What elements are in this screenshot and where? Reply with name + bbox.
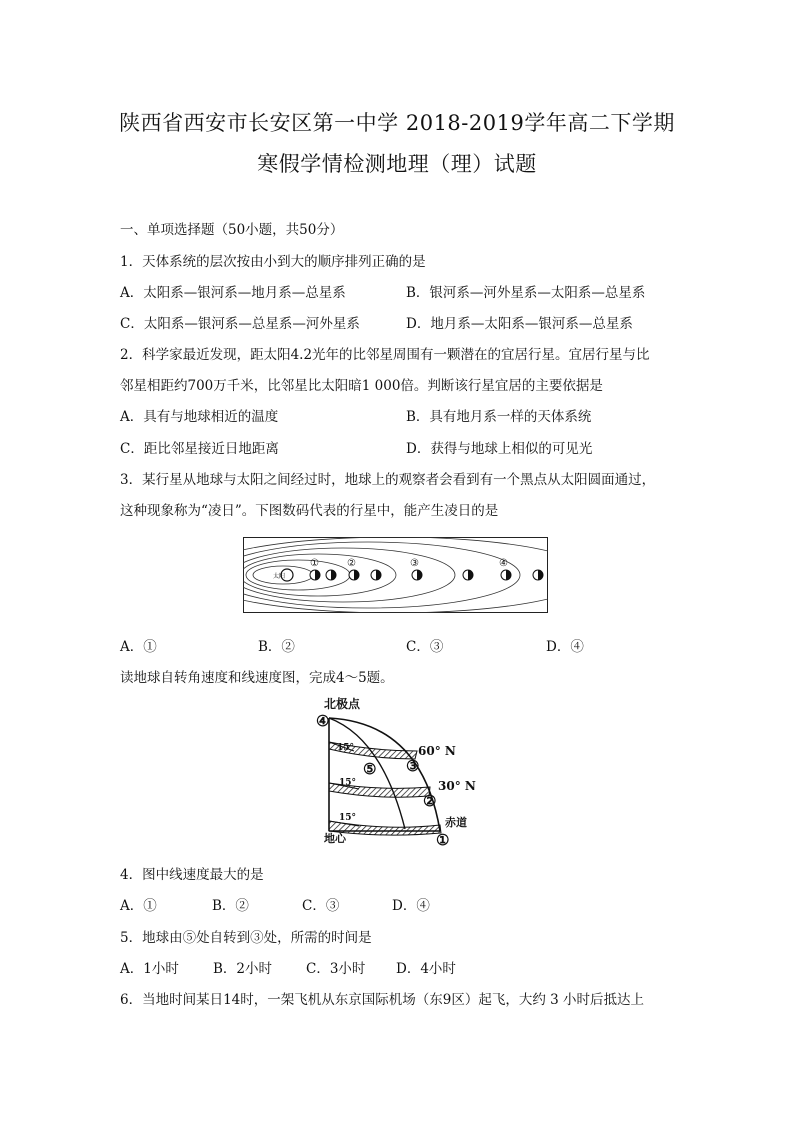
angle-label-0: 15° — [339, 813, 357, 823]
q3-option-a: A．① — [120, 639, 157, 655]
title-line-1: 陕西省西安市长安区第一中学 2018-2019学年高二下学期 — [119, 111, 675, 135]
q3-option-c: C．③ — [406, 639, 444, 655]
marker-5: ⑤ — [363, 760, 377, 778]
q4-option-c: C．③ — [302, 898, 340, 914]
orbit-marker-3: ③ — [410, 558, 419, 569]
orbit-marker-2: ② — [347, 558, 356, 569]
q3-option-b: B．② — [258, 639, 295, 655]
q2-stem-line-1: 2．科学家最近发现，距太阳4.2光年的比邻星周围有一颗潜在的宜居行星。宜居行星与比 — [120, 347, 650, 363]
q5-option-c: C．3小时 — [306, 961, 366, 977]
north-pole-label: 北极点 — [324, 697, 361, 711]
q2-option-b: B．具有地月系一样的天体系统 — [406, 409, 592, 425]
q2-stem-line-2: 邻星相距约700万千米，比邻星比太阳暗1 000倍。判断该行星宜居的主要依据是 — [120, 378, 603, 394]
q5-option-b: B．2小时 — [213, 961, 273, 977]
section-header: 一、单项选择题（50小题，共50分） — [120, 222, 344, 238]
sun-label: 太阳 — [273, 573, 286, 580]
q2-option-a: A．具有与地球相近的温度 — [120, 409, 279, 425]
q4-option-b: B．② — [212, 898, 249, 914]
q1-option-d: D．地月系—太阳系—银河系—总星系 — [406, 316, 633, 332]
angle-label-60: 15° — [337, 743, 355, 753]
marker-3: ③ — [406, 757, 420, 775]
q1-option-c: C．太阳系—银河系—总星系—河外星系 — [120, 316, 360, 332]
earth-center-label: 地心 — [324, 832, 346, 845]
q6-stem-line-1: 6．当地时间某日14时，一架飞机从东京国际机场（东9区）起飞，大约 3 小时后抵达上 — [120, 992, 645, 1008]
q3-stem-line-1: 3．某行星从地球与太阳之间经过时，地球上的观察者会看到有一个黑点从太阳圆面通过， — [120, 472, 656, 488]
reading-intro: 读地球自转角速度和线速度图，完成4～5题。 — [120, 670, 394, 686]
q3-stem-line-2: 这种现象称为“凌日”。下图数码代表的行星中，能产生凌日的是 — [120, 503, 499, 519]
earth-rotation-figure — [312, 693, 492, 848]
marker-1: ① — [436, 831, 450, 848]
q5-option-d: D．4小时 — [396, 961, 456, 977]
q5-stem: 5．地球由⑤处自转到③处，所需的时间是 — [120, 930, 372, 946]
q4-stem: 4．图中线速度最大的是 — [120, 867, 264, 883]
lat-60-label: 60° N — [418, 744, 456, 758]
marker-4: ④ — [316, 712, 330, 730]
marker-2: ② — [423, 792, 437, 810]
q4-option-d: D．④ — [392, 898, 430, 914]
lat-30-label: 30° N — [438, 779, 476, 793]
title-line-2: 寒假学情检测地理（理）试题 — [257, 152, 537, 176]
orbit-marker-4: ④ — [499, 558, 508, 569]
q5-option-a: A．1小时 — [120, 961, 179, 977]
equator-label: 赤道 — [445, 816, 467, 829]
q2-option-c: C．距比邻星接近日地距离 — [120, 441, 279, 457]
orbit-marker-1: ① — [310, 558, 319, 569]
q3-option-d: D．④ — [546, 639, 584, 655]
q4-option-a: A．① — [120, 898, 157, 914]
q1-option-a: A．太阳系—银河系—地月系—总星系 — [120, 285, 346, 301]
q2-option-d: D．获得与地球上相似的可见光 — [406, 441, 593, 457]
q1-option-b: B．银河系—河外星系—太阳系—总星系 — [406, 285, 646, 301]
solar-system-orbit-figure — [243, 537, 548, 613]
angle-label-30: 15° — [339, 778, 357, 788]
q1-stem: 1．天体系统的层次按由小到大的顺序排列正确的是 — [120, 254, 426, 270]
